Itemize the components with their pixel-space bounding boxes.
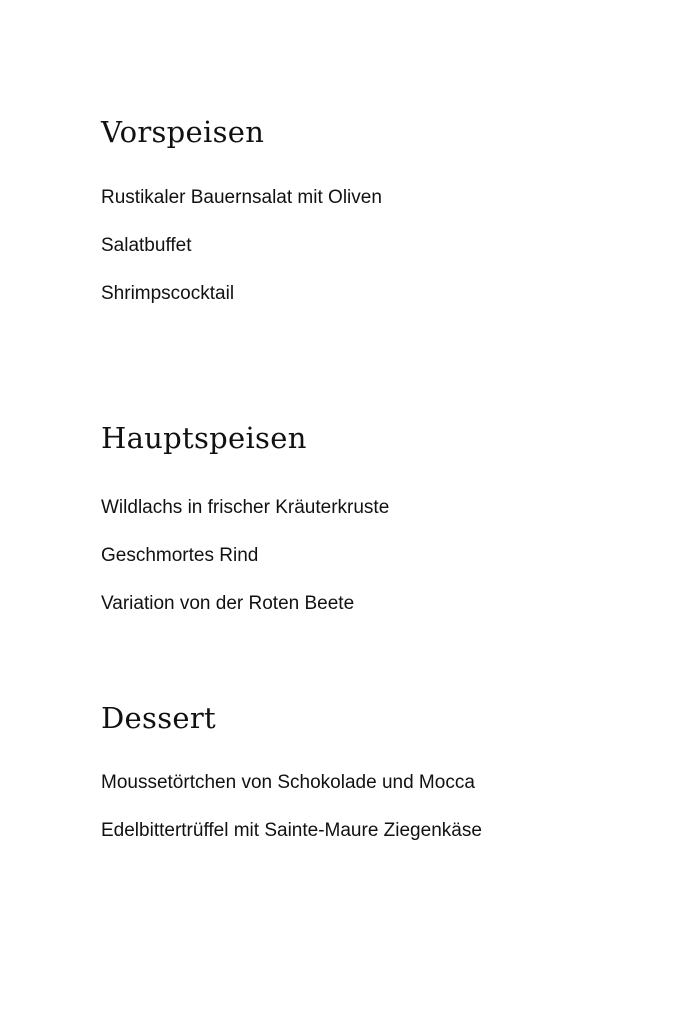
dish-item: Salatbuffet <box>101 235 192 256</box>
dish-item: Wildlachs in frischer Kräuterkruste <box>101 497 390 518</box>
dish-item: Variation von der Roten Beete <box>101 593 355 614</box>
section-title: Vorspeisen <box>101 115 265 149</box>
menu-section-vorspeisen <box>101 115 643 304</box>
dish-item: Rustikaler Bauernsalat mit Oliven <box>101 187 382 208</box>
dish-item: Moussetörtchen von Schokolade und Mocca <box>101 772 475 793</box>
section-title: Dessert <box>101 701 216 735</box>
section-title: Hauptspeisen <box>101 421 307 455</box>
dish-item: Shrimpscocktail <box>101 283 235 304</box>
dish-item: Geschmortes Rind <box>101 545 259 566</box>
dish-item: Edelbittertrüffel mit Sainte-Maure Ziegenkäse <box>101 820 482 841</box>
menu-section-hauptspeisen <box>101 421 643 614</box>
menu-section-dessert <box>101 701 643 841</box>
